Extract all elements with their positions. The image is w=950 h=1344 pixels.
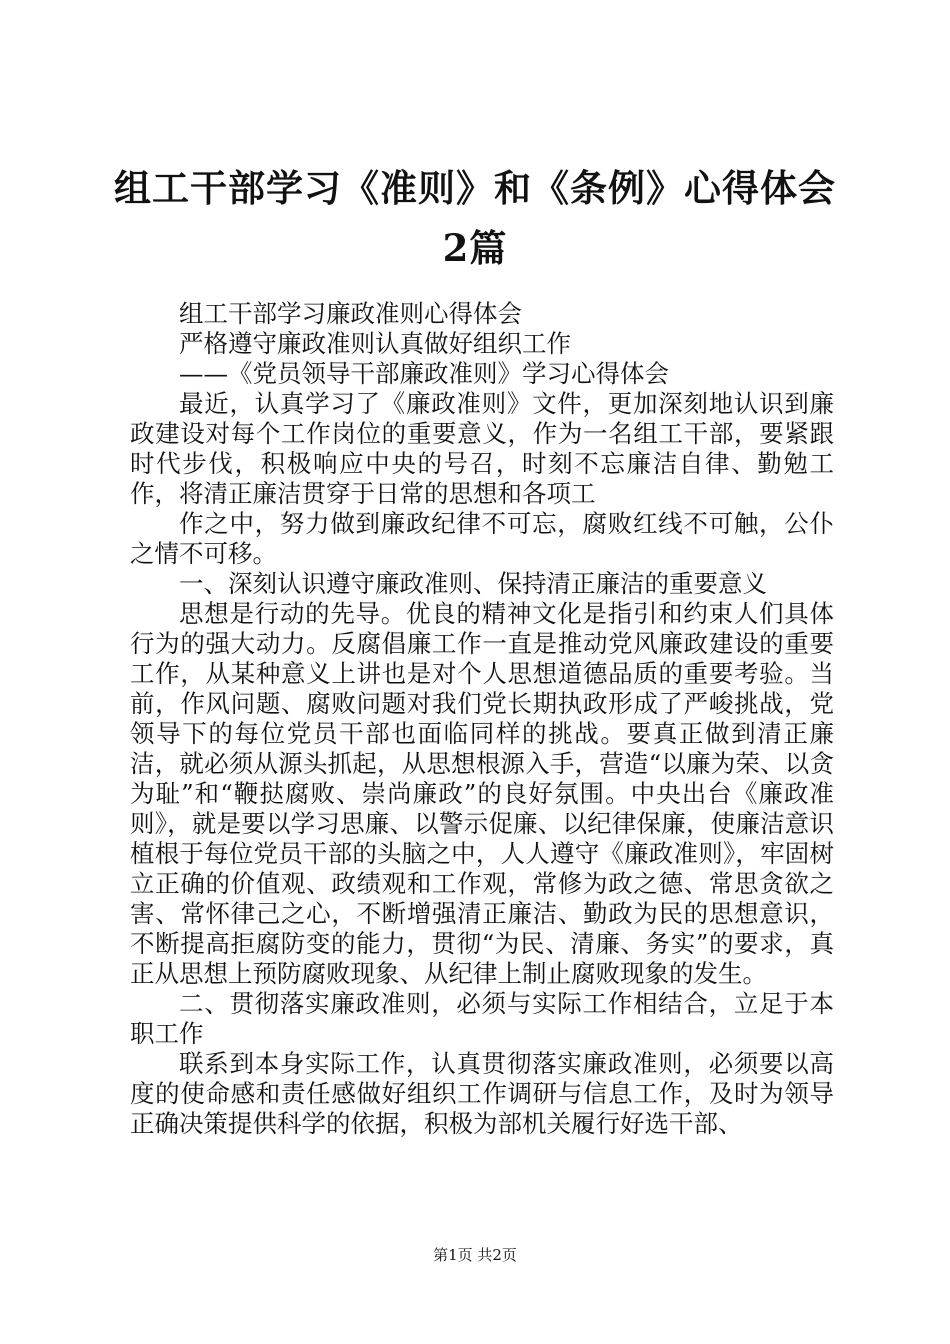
document-body xyxy=(130,299,834,1139)
page-number-footer: 第1页 共2页 xyxy=(433,1246,517,1264)
section-heading: 二、贯彻落实廉政准则，必须与实际工作相结合，立足于本职工作 xyxy=(130,989,834,1048)
body-paragraph: 作之中，努力做到廉政纪律不可忘，腐败红线不可触，公仆之情不可移。 xyxy=(130,509,834,568)
body-paragraph: 思想是行动的先导。优良的精神文化是指引和约束人们具体行为的强大动力。反腐倡廉工作一直是推动党风廉政建设的重要工作，从某种意义上讲也是对个人思想道德品质的重要考验。当前，作风问题、腐败问题对我们党长期执政形成了严峻挑战，党领导下的每位党员干部也面临同样的挑战。要真正做到清正廉洁，就必须从源头抓起，从思想根源入手，营造“以廉为荣、以贪为耻”和“鞭挞腐败、崇尚廉政”的良好氛围。中央出台《廉政准则》，就是要以学习思廉、以警示促廉、以纪律保廉，使廉洁意识植根于每位党员干部的头脑之中，人人遵守《廉政准则》，牢固树立正确的价值观、政绩观和工作观，常修为政之德、常思贪欲之害、常怀律己之心，不断增强清正廉洁、勤政为民的思想意识，不断提高拒腐防变的能力，贯彻“为民、清廉、务实”的要求，真正从思想上预防腐败现象、从纪律上制止腐败现象的发生。 xyxy=(130,599,834,988)
subtitle-line: 组工干部学习廉政准则心得体会 xyxy=(179,299,522,328)
body-paragraph: 联系到本身实际工作，认真贯彻落实廉政准则，必须要以高度的使命感和责任感做好组织工作调研与信息工作，及时为领导正确决策提供科学的依据，积极为部机关履行好选干部、 xyxy=(130,1049,834,1138)
subtitle-line: 严格遵守廉政准则认真做好组织工作 xyxy=(179,329,571,358)
document-title: 组工干部学习《准则》和《条例》心得体会2篇 xyxy=(114,166,836,270)
section-heading: 一、深刻认识遵守廉政准则、保持清正廉洁的重要意义 xyxy=(179,569,767,598)
subtitle-line: ——《党员领导干部廉政准则》学习心得体会 xyxy=(179,359,669,388)
body-paragraph: 最近，认真学习了《廉政准则》文件，更加深刻地认识到廉政建设对每个工作岗位的重要意义，作为一名组工干部，要紧跟时代步伐，积极响应中央的号召，时刻不忘廉洁自律、勤勉工作，将清正廉洁贯穿于日常的思想和各项工 xyxy=(130,389,834,508)
